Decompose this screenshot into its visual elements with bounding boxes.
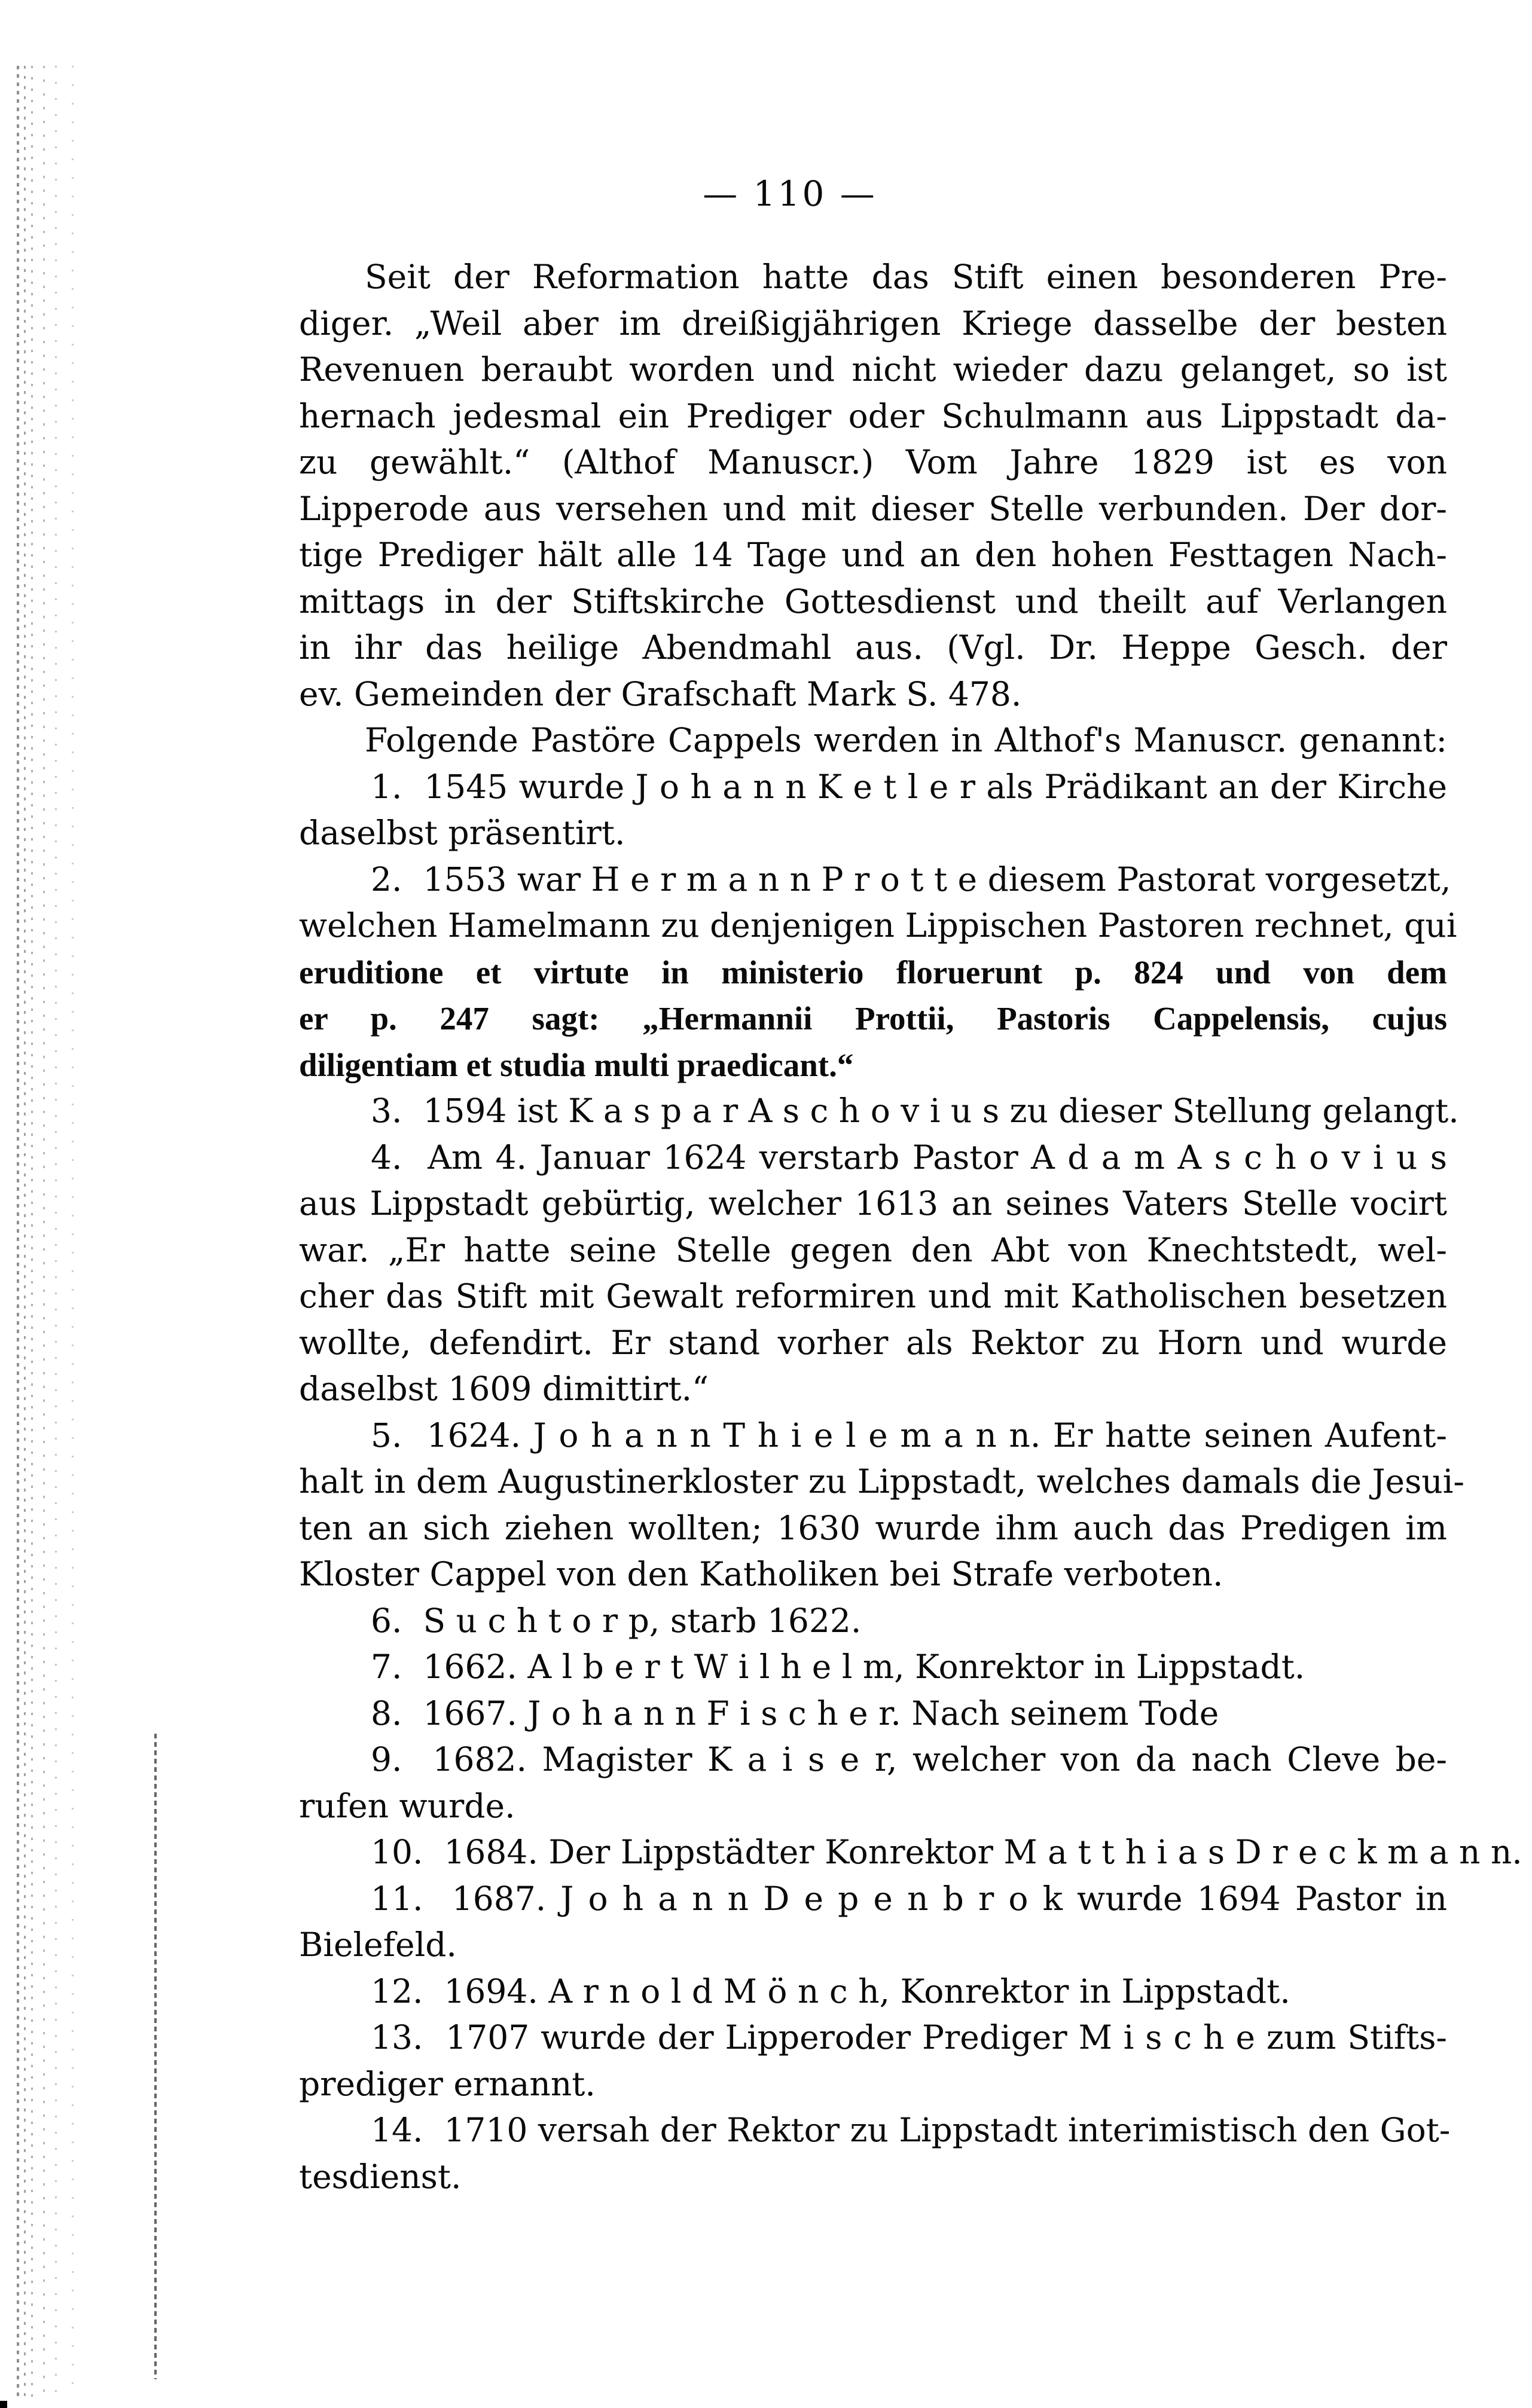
list-item-line: Kloster Cappel von den Katholiken bei Strafe verboten. — [299, 1555, 1223, 1593]
pastor-entry-6 — [299, 1598, 1447, 1645]
list-item-line: Bielefeld. — [299, 1926, 457, 1964]
list-item-line: war. „Er hatte seine Stelle gegen den Abt von Knechtstedt, wel- — [299, 1230, 1447, 1269]
list-item-first-line: 13. 1707 wurde der Lipperoder Prediger M i s c h e zum Stifts- — [371, 2018, 1447, 2056]
list-item-line: er p. 247 sagt: „Hermannii Prottii, Pastoris Cappelensis, cujus — [299, 1000, 1447, 1037]
list-item-line: halt in dem Augustinerkloster zu Lippstadt, welches damals die Jesui- — [299, 1462, 1464, 1501]
pastor-entry-9 — [299, 1737, 1447, 1829]
list-item-first-line: 12. 1694. A r n o l d M ö n c h, Konrektor in Lippstadt. — [371, 1972, 1290, 2010]
list-item-line: rufen wurde. — [299, 1786, 515, 1825]
text-line: in ihr das heilige Abendmahl aus. (Vgl. Dr. Heppe Gesch. der — [299, 628, 1447, 667]
page-number: — 110 — — [703, 173, 877, 214]
page-body — [299, 254, 1522, 2200]
pastor-entry-1 — [299, 764, 1447, 857]
item-number: 9. — [371, 1740, 402, 1779]
pastor-entry-10 — [299, 1829, 1522, 1876]
list-item-first-line: 1. 1545 wurde J o h a n n K e t l e r als Prädikant an der Kirche — [371, 767, 1447, 806]
list-item-line: daselbst präsentirt. — [299, 814, 625, 852]
list-item-line: prediger ernannt. — [299, 2064, 596, 2103]
pastor-list — [299, 764, 1522, 2201]
list-item-first-line: 7. 1662. A l b e r t W i l h e l m, Konrektor in Lippstadt. — [371, 1648, 1305, 1686]
pastor-entry-7 — [299, 1644, 1447, 1691]
pastor-entry-2 — [299, 857, 1457, 1089]
pastor-entry-4 — [299, 1135, 1447, 1413]
list-item-first-line: 14. 1710 versah der Rektor zu Lippstadt interimistisch den Got- — [371, 2111, 1451, 2149]
item-number: 14. — [371, 2111, 423, 2149]
pastor-entry-12 — [299, 1969, 1447, 2015]
item-number: 6. — [371, 1601, 402, 1640]
list-item-line: cher das Stift mit Gewalt reformiren und mit Katholischen besetzen — [299, 1277, 1447, 1315]
pastor-entry-13 — [299, 2015, 1447, 2107]
scan-binding-noise — [17, 66, 83, 2397]
pastor-entry-5 — [299, 1413, 1464, 1598]
item-number: 2. — [371, 860, 402, 899]
list-item-line: diligentiam et studia multi praedicant.“ — [299, 1046, 854, 1083]
pastor-entry-3 — [299, 1088, 1459, 1135]
list-intro: Folgende Pastöre Cappels werden in Althof's Manuscr. genannt: — [365, 721, 1447, 759]
item-number: 10. — [371, 1833, 423, 1871]
item-number: 7. — [371, 1648, 402, 1686]
list-item-first-line: 10. 1684. Der Lippstädter Konrektor M a t t h i a s D r e c k m a n n. — [371, 1833, 1522, 1871]
item-number: 12. — [371, 1972, 423, 2010]
pastor-entry-8 — [299, 1691, 1447, 1737]
list-item-first-line: 2. 1553 war H e r m a n n P r o t t e diesem Pastorat vorgesetzt, — [371, 860, 1451, 899]
text-line: diger. „Weil aber im dreißigjährigen Kriege dasselbe der besten — [299, 304, 1447, 343]
list-item-first-line: 5. 1624. J o h a n n T h i e l e m a n n. Er hatte seinen Aufent- — [371, 1416, 1447, 1454]
text-line: zu gewählt.“ (Althof Manuscr.) Vom Jahre 1829 ist es von — [299, 443, 1447, 481]
list-item-first-line: 8. 1667. J o h a n n F i s c h e r. Nach seinem Tode — [371, 1694, 1219, 1732]
list-item-first-line: 9. 1682. Magister K a i s e r, welcher von da nach Cleve be- — [371, 1740, 1447, 1779]
list-item-first-line: 11. 1687. J o h a n n D e p e n b r o k wurde 1694 Pastor in — [371, 1879, 1448, 1918]
item-number: 13. — [371, 2018, 423, 2056]
scan-gutter-line — [154, 1734, 157, 2379]
text-line: ev. Gemeinden der Grafschaft Mark S. 478. — [299, 674, 1022, 713]
text-line: Revenuen beraubt worden und nicht wieder dazu gelanget, so ist — [299, 350, 1447, 389]
list-item-line: wollte, defendirt. Er stand vorher als Rektor zu Horn und wurde — [299, 1323, 1447, 1362]
list-item-first-line: 6. S u c h t o r p, starb 1622. — [371, 1601, 862, 1640]
item-number: 1. — [371, 767, 402, 806]
item-number: 8. — [371, 1694, 402, 1732]
text-line: Lipperode aus versehen und mit dieser Stelle verbunden. Der dor- — [299, 489, 1447, 528]
list-item-first-line: 4. Am 4. Januar 1624 verstarb Pastor A d a m A s c h o v i u s — [371, 1138, 1448, 1177]
text-line: mittags in der Stiftskirche Gottesdienst und theilt auf Verlangen — [299, 582, 1447, 621]
item-number: 11. — [371, 1879, 423, 1918]
intro-paragraph — [299, 254, 1447, 717]
list-item-line: eruditione et virtute in ministerio floruerunt p. 824 und von dem — [299, 954, 1447, 991]
pastor-entry-14 — [299, 2107, 1451, 2200]
list-item-first-line: 3. 1594 ist K a s p a r A s c h o v i u s zu dieser Stellung gelangt. — [371, 1092, 1459, 1130]
scan-corner-mark — [0, 2401, 7, 2408]
item-number: 4. — [371, 1138, 402, 1177]
text-line: hernach jedesmal ein Prediger oder Schulmann aus Lippstadt da- — [299, 396, 1447, 435]
list-item-line: ten an sich ziehen wollten; 1630 wurde ihm auch das Predigen im — [299, 1508, 1447, 1547]
item-number: 3. — [371, 1092, 402, 1130]
list-item-line: welchen Hamelmann zu denjenigen Lippischen Pastoren rechnet, qui — [299, 906, 1457, 945]
text-line: Seit der Reformation hatte das Stift einen besonderen Pre- — [365, 258, 1447, 296]
list-item-line: aus Lippstadt gebürtig, welcher 1613 an seines Vaters Stelle vocirt — [299, 1184, 1447, 1223]
list-item-line: daselbst 1609 dimittirt.“ — [299, 1370, 709, 1408]
list-item-line: tesdienst. — [299, 2157, 462, 2196]
text-line: tige Prediger hält alle 14 Tage und an den hohen Festtagen Nach- — [299, 536, 1447, 574]
item-number: 5. — [371, 1416, 402, 1454]
pastor-entry-11 — [299, 1876, 1447, 1969]
